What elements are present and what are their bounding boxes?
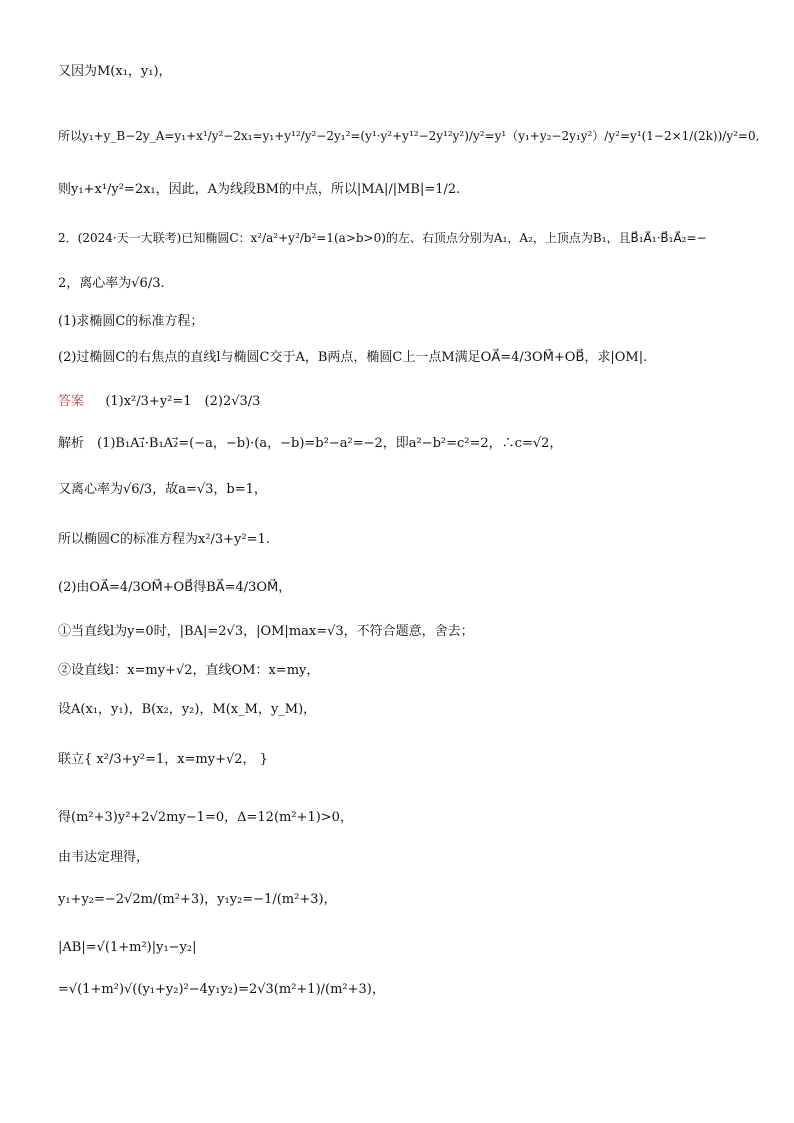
text-line-17: 得(m²+3)y²+2√2my−1=0，Δ=12(m²+1)>0， xyxy=(58,810,353,825)
answer-label: 答案 xyxy=(58,394,85,409)
text-line-21: =√(1+m²)√((y₁+y₂)²−4y₁y₂)=2√3(m²+1)/(m²+3)， xyxy=(58,982,385,997)
text-line-14: ②设直线l：x=my+√2，直线OM：x=my， xyxy=(58,663,320,678)
text-line-16: 联立{ x²/3+y²=1，x=my+√2， } xyxy=(58,752,268,767)
answer-text: (1)x²/3+y²=1 (2)2√3/3 xyxy=(105,394,261,409)
text-line-19: y₁+y₂=−2√2m/(m²+3)，y₁y₂=−1/(m²+3)， xyxy=(58,892,337,907)
text-line-10: 又离心率为√6/3，故a=√3，b=1， xyxy=(58,482,267,497)
text-line-12: (2)由OA⃗=4/3OM⃗+OB⃗得BA⃗=4/3OM⃗， xyxy=(58,580,292,595)
text-line-3: 则y₁+x¹/y²=2x₁，因此，A为线段BM的中点，所以|MA|/|MB|=1/2. xyxy=(58,182,461,197)
answer-line xyxy=(58,392,754,412)
text-line-9: 解析 (1)B₁A₁⃗·B₁A₂⃗=(−a，−b)·(a，−b)=b²−a²=−2，即a²−b²=c²=2，∴c=√2， xyxy=(58,436,563,451)
text-line-20: |AB|=√(1+m²)|y₁−y₂| xyxy=(58,940,197,955)
text-line-7: (2)过椭圆C的右焦点的直线l与椭圆C交于A，B两点，椭圆C上一点M满足OA⃗=4/3OM⃗+OB⃗，求|OM|. xyxy=(58,350,648,365)
text-line-18: 由韦达定理得， xyxy=(58,850,150,865)
text-line-2: 所以y₁+y_B−2y_A=y₁+x¹/y²−2x₁=y₁+y¹²/y²−2y₁²=(y¹·y²+y¹²−2y¹²y²)/y²=y¹（y₁+y₂−2y₁y²）/y²=y¹(1−2×1/(2k))/y²=0, xyxy=(58,129,760,143)
text-line-1: 又因为M(x₁，y₁)， xyxy=(58,64,172,79)
text-line-4: 2．(2024·天一大联考)已知椭圆C：x²/a²+y²/b²=1(a>b>0)的左、右顶点分别为A₁，A₂，上顶点为B₁，且B⃗₁A⃗₁·B⃗₁A⃗₂=− xyxy=(58,231,707,245)
text-line-5: 2，离心率为√6/3. xyxy=(58,276,165,291)
text-line-6: (1)求椭圆C的标准方程； xyxy=(58,314,204,329)
text-line-11: 所以椭圆C的标准方程为x²/3+y²=1. xyxy=(58,532,270,547)
text-line-13: ①当直线l为y=0时，|BA|=2√3，|OM|max=√3，不符合题意，舍去； xyxy=(58,624,474,639)
text-line-15: 设A(x₁，y₁)，B(x₂，y₂)，M(x_M，y_M)， xyxy=(58,702,317,717)
